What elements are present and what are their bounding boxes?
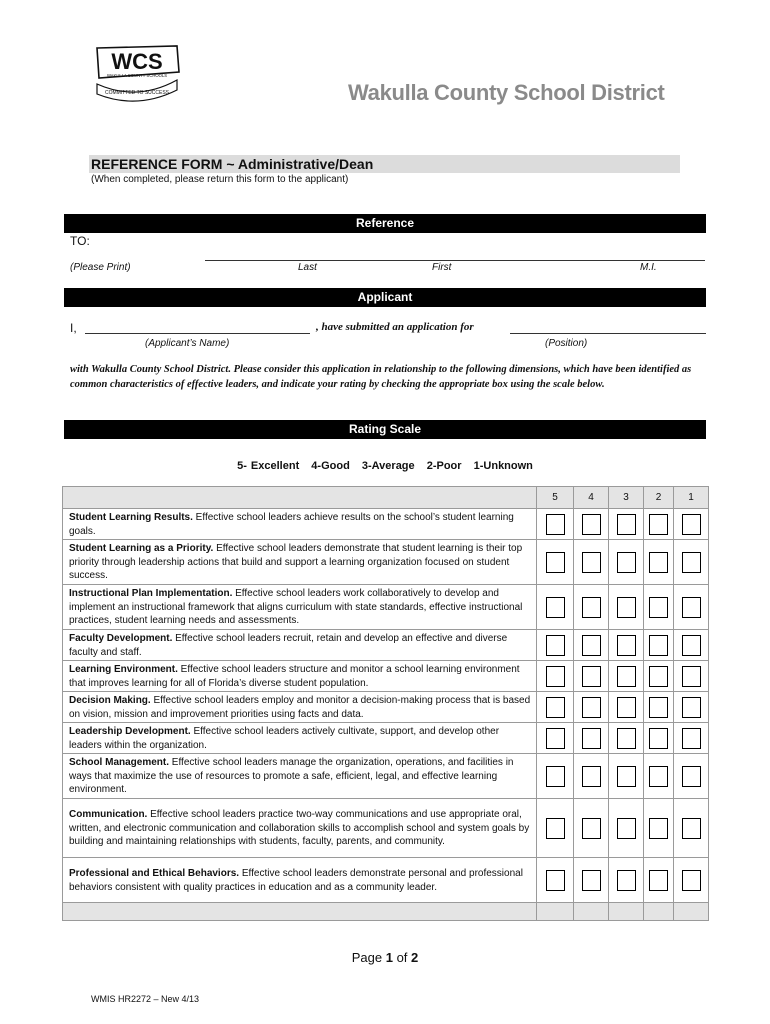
position-caption: (Position) <box>545 338 588 349</box>
rating-checkbox-3[interactable] <box>617 728 636 749</box>
scale-good: 4-Good <box>311 460 350 472</box>
rating-checkbox-1[interactable] <box>682 766 701 787</box>
rating-cell <box>644 630 674 661</box>
district-name: Wakulla County School District <box>348 80 665 105</box>
rating-cell <box>537 630 574 661</box>
rating-cell <box>674 540 709 585</box>
rating-cell <box>574 858 609 903</box>
scale-unknown: 1-Unknown <box>473 460 533 472</box>
rating-checkbox-5[interactable] <box>546 766 565 787</box>
dimension-description <box>63 630 537 661</box>
dimension-text: Effective school leaders recruit, retain and develop an effective and diverse faculty and staff. <box>69 633 508 658</box>
dimension-description <box>63 723 537 754</box>
rating-checkbox-1[interactable] <box>682 818 701 839</box>
rating-cell <box>644 509 674 540</box>
rating-checkbox-1[interactable] <box>682 635 701 656</box>
rating-checkbox-3[interactable] <box>617 818 636 839</box>
rating-checkbox-3[interactable] <box>617 552 636 573</box>
rating-checkbox-5[interactable] <box>546 552 565 573</box>
dimension-text: Effective school leaders demonstrate personal and professional behaviors consistent with quality practices in education and as a community leader. <box>69 868 523 893</box>
rating-cell <box>574 661 609 692</box>
rating-cell <box>644 723 674 754</box>
rating-cell <box>574 754 609 799</box>
dimension-text: Effective school leaders manage the organization, operations, and facilities in ways that maximize the use of resources to promote a safe, efficient, legal, and effective learning environment. <box>69 757 514 796</box>
rating-checkbox-2[interactable] <box>649 552 668 573</box>
rating-cell <box>674 723 709 754</box>
table-row <box>63 509 709 540</box>
rating-cell <box>609 723 644 754</box>
rating-checkbox-2[interactable] <box>649 514 668 535</box>
rating-cell <box>644 754 674 799</box>
rating-checkbox-4[interactable] <box>582 635 601 656</box>
rating-checkbox-4[interactable] <box>582 552 601 573</box>
footer-cell <box>674 903 709 921</box>
rating-cell <box>537 754 574 799</box>
last-caption: Last <box>298 262 317 273</box>
rating-cell <box>674 585 709 630</box>
rating-cell <box>674 630 709 661</box>
dimension-title: Instructional Plan Implementation. <box>69 588 233 600</box>
rating-cell <box>644 661 674 692</box>
table-row <box>63 585 709 630</box>
rating-checkbox-3[interactable] <box>617 766 636 787</box>
rating-cell <box>644 585 674 630</box>
form-number: WMIS HR2272 – New 4/13 <box>91 994 200 1004</box>
dimension-text: Effective school leaders practice two-way communications and use appropriate oral, written, and electronic communication and collaboration skills to accomplish school and system goals by building and maintaining relationships with students, faculty, parents, and community. <box>69 809 530 848</box>
page-current: 1 <box>385 950 393 965</box>
dimension-text: Effective school leaders achieve results on the school’s student learning goals. <box>69 512 514 537</box>
scale-average: 3-Average <box>361 460 415 472</box>
rating-checkbox-3[interactable] <box>617 697 636 718</box>
rating-cell <box>609 661 644 692</box>
rating-checkbox-2[interactable] <box>649 728 668 749</box>
table-row <box>63 661 709 692</box>
dimension-title: Learning Environment. <box>69 664 178 675</box>
rating-cell <box>537 585 574 630</box>
dimension-title: Faculty Development. <box>69 633 173 644</box>
dimension-title: Leadership Development. <box>69 726 191 737</box>
header-blank <box>63 487 537 509</box>
footer-cell <box>609 903 644 921</box>
dimension-title: Professional and Ethical Behaviors. <box>69 868 240 879</box>
rating-cell <box>674 692 709 723</box>
rating-checkbox-5[interactable] <box>546 870 565 891</box>
rating-checkbox-3[interactable] <box>617 870 636 891</box>
column-2: 2 <box>644 487 674 509</box>
footer-cell <box>644 903 674 921</box>
rating-checkbox-4[interactable] <box>582 818 601 839</box>
form-title: REFERENCE FORM ~ Administrative/Dean <box>89 155 680 173</box>
rating-cell <box>537 692 574 723</box>
rating-checkbox-1[interactable] <box>682 666 701 687</box>
rating-cell <box>537 661 574 692</box>
applicant-heading: Applicant <box>64 288 706 307</box>
table-row <box>63 754 709 799</box>
dimension-text: Effective school leaders demonstrate that student learning is their top priority through leadership actions that build and support a learning organization focused on student success. <box>69 543 523 582</box>
rating-cell <box>644 858 674 903</box>
applicant-name-caption: (Applicant’s Name) <box>145 338 230 349</box>
rating-checkbox-2[interactable] <box>649 697 668 718</box>
rating-cell <box>537 540 574 585</box>
rating-scale-legend <box>0 460 770 472</box>
footer-cell <box>574 903 609 921</box>
dimension-description <box>63 858 537 903</box>
rating-cell <box>574 692 609 723</box>
rating-cell <box>537 799 574 858</box>
dimension-text: Effective school leaders employ and monitor a decision-making process that is based on vision, mission and improvement priorities using facts and data. <box>69 695 531 720</box>
dimension-title: Communication. <box>69 809 148 821</box>
rating-cell <box>537 858 574 903</box>
rating-checkbox-5[interactable] <box>546 666 565 687</box>
please-print-caption: (Please Print) <box>70 262 131 273</box>
rating-table <box>62 486 709 921</box>
dimension-title: Student Learning Results. <box>69 512 193 523</box>
rating-checkbox-2[interactable] <box>649 666 668 687</box>
dimension-description <box>63 799 537 858</box>
table-row <box>63 799 709 858</box>
scale-excellent: 5- Excellent <box>237 460 300 472</box>
rating-cell <box>674 754 709 799</box>
form-subtitle: (When completed, please return this form to the applicant) <box>91 174 349 185</box>
rating-cell <box>574 723 609 754</box>
rating-checkbox-5[interactable] <box>546 818 565 839</box>
rating-checkbox-2[interactable] <box>649 597 668 618</box>
rating-cell <box>674 509 709 540</box>
table-row <box>63 858 709 903</box>
rating-checkbox-5[interactable] <box>546 728 565 749</box>
rating-cell <box>609 630 644 661</box>
logo-line2: COMMITTED TO SUCCESS <box>105 90 169 96</box>
mi-caption: M.I. <box>640 262 657 273</box>
rating-checkbox-4[interactable] <box>582 870 601 891</box>
table-row <box>63 630 709 661</box>
rating-checkbox-3[interactable] <box>617 666 636 687</box>
rating-cell <box>574 585 609 630</box>
rating-checkbox-2[interactable] <box>649 818 668 839</box>
dimension-description <box>63 540 537 585</box>
rating-checkbox-4[interactable] <box>582 514 601 535</box>
rating-cell <box>644 540 674 585</box>
page-of: of <box>392 950 412 965</box>
column-3: 3 <box>609 487 644 509</box>
rating-heading: Rating Scale <box>64 420 706 439</box>
rating-checkbox-3[interactable] <box>617 597 636 618</box>
dimension-description <box>63 509 537 540</box>
rating-checkbox-1[interactable] <box>682 728 701 749</box>
submitted-text: , have submitted an application for <box>316 321 474 333</box>
dimension-text: Effective school leaders work collaboratively to develop and implement an instructional framework that aligns curriculum with state standards, effective instructional practices, student learning needs and assessments. <box>69 588 523 627</box>
rating-checkbox-5[interactable] <box>546 514 565 535</box>
rating-table-header <box>63 487 709 509</box>
dimension-title: School Management. <box>69 757 170 769</box>
logo-letters: WCS <box>111 49 163 74</box>
rating-cell <box>609 585 644 630</box>
applicant-name-line[interactable] <box>85 333 310 334</box>
page-total: 2 <box>411 950 419 965</box>
rating-checkbox-2[interactable] <box>649 635 668 656</box>
dimension-title: Decision Making. <box>69 695 151 706</box>
scale-poor: 2-Poor <box>426 460 462 472</box>
dimension-text: Effective school leaders actively cultivate, support, and develop other leaders within the organization. <box>69 726 500 751</box>
dimension-description <box>63 661 537 692</box>
rating-cell <box>644 799 674 858</box>
footer-cell <box>537 903 574 921</box>
logo-line1: WAKULLA COUNTY SCHOOLS <box>106 73 168 78</box>
rating-cell <box>574 799 609 858</box>
table-row <box>63 723 709 754</box>
rating-checkbox-4[interactable] <box>582 728 601 749</box>
rating-cell <box>609 509 644 540</box>
rating-checkbox-1[interactable] <box>682 597 701 618</box>
dimension-title: Student Learning as a Priority. <box>69 543 214 555</box>
rating-checkbox-5[interactable] <box>546 635 565 656</box>
rating-checkbox-3[interactable] <box>617 514 636 535</box>
rating-cell <box>537 723 574 754</box>
dimension-text: Effective school leaders structure and monitor a school learning environment that improves learning for all of Florida’s diverse student population. <box>69 664 520 689</box>
column-5: 5 <box>537 487 574 509</box>
rating-checkbox-3[interactable] <box>617 635 636 656</box>
reference-heading: Reference <box>64 214 706 233</box>
rating-cell <box>609 692 644 723</box>
i-label: I, <box>70 321 77 335</box>
rating-cell <box>644 692 674 723</box>
rating-cell <box>537 509 574 540</box>
first-caption: First <box>432 262 452 273</box>
footer-cell <box>63 903 537 921</box>
rating-checkbox-5[interactable] <box>546 697 565 718</box>
rating-checkbox-1[interactable] <box>682 697 701 718</box>
rating-checkbox-2[interactable] <box>649 766 668 787</box>
table-row <box>63 540 709 585</box>
rating-table-footer <box>63 903 709 921</box>
rating-cell <box>574 540 609 585</box>
rating-cell <box>574 509 609 540</box>
rating-cell <box>609 540 644 585</box>
rating-cell <box>674 661 709 692</box>
column-1: 1 <box>674 487 709 509</box>
rating-checkbox-1[interactable] <box>682 514 701 535</box>
page-number <box>0 950 770 965</box>
rating-checkbox-4[interactable] <box>582 597 601 618</box>
rating-cell <box>609 754 644 799</box>
position-line[interactable] <box>510 333 706 334</box>
dimension-description <box>63 754 537 799</box>
column-4: 4 <box>574 487 609 509</box>
rating-checkbox-4[interactable] <box>582 766 601 787</box>
table-row <box>63 692 709 723</box>
page-word: Page <box>351 950 386 965</box>
rating-checkbox-5[interactable] <box>546 597 565 618</box>
dimension-description <box>63 692 537 723</box>
district-logo <box>93 44 181 106</box>
to-name-line[interactable] <box>205 260 705 261</box>
rating-cell <box>609 799 644 858</box>
rating-cell <box>674 858 709 903</box>
dimension-description <box>63 585 537 630</box>
rating-checkbox-2[interactable] <box>649 870 668 891</box>
rating-cell <box>674 799 709 858</box>
rating-checkbox-4[interactable] <box>582 666 601 687</box>
rating-cell <box>574 630 609 661</box>
instructions-paragraph: with Wakulla County School District. Please consider this application in relationship to the following dimensions, which have been identified as common characteristics of effective leaders, and indicate your rating by checking the appropriate box using the scale below. <box>70 364 692 390</box>
to-label: TO: <box>70 234 90 248</box>
rating-checkbox-1[interactable] <box>682 870 701 891</box>
rating-cell <box>609 858 644 903</box>
rating-checkbox-1[interactable] <box>682 552 701 573</box>
rating-checkbox-4[interactable] <box>582 697 601 718</box>
